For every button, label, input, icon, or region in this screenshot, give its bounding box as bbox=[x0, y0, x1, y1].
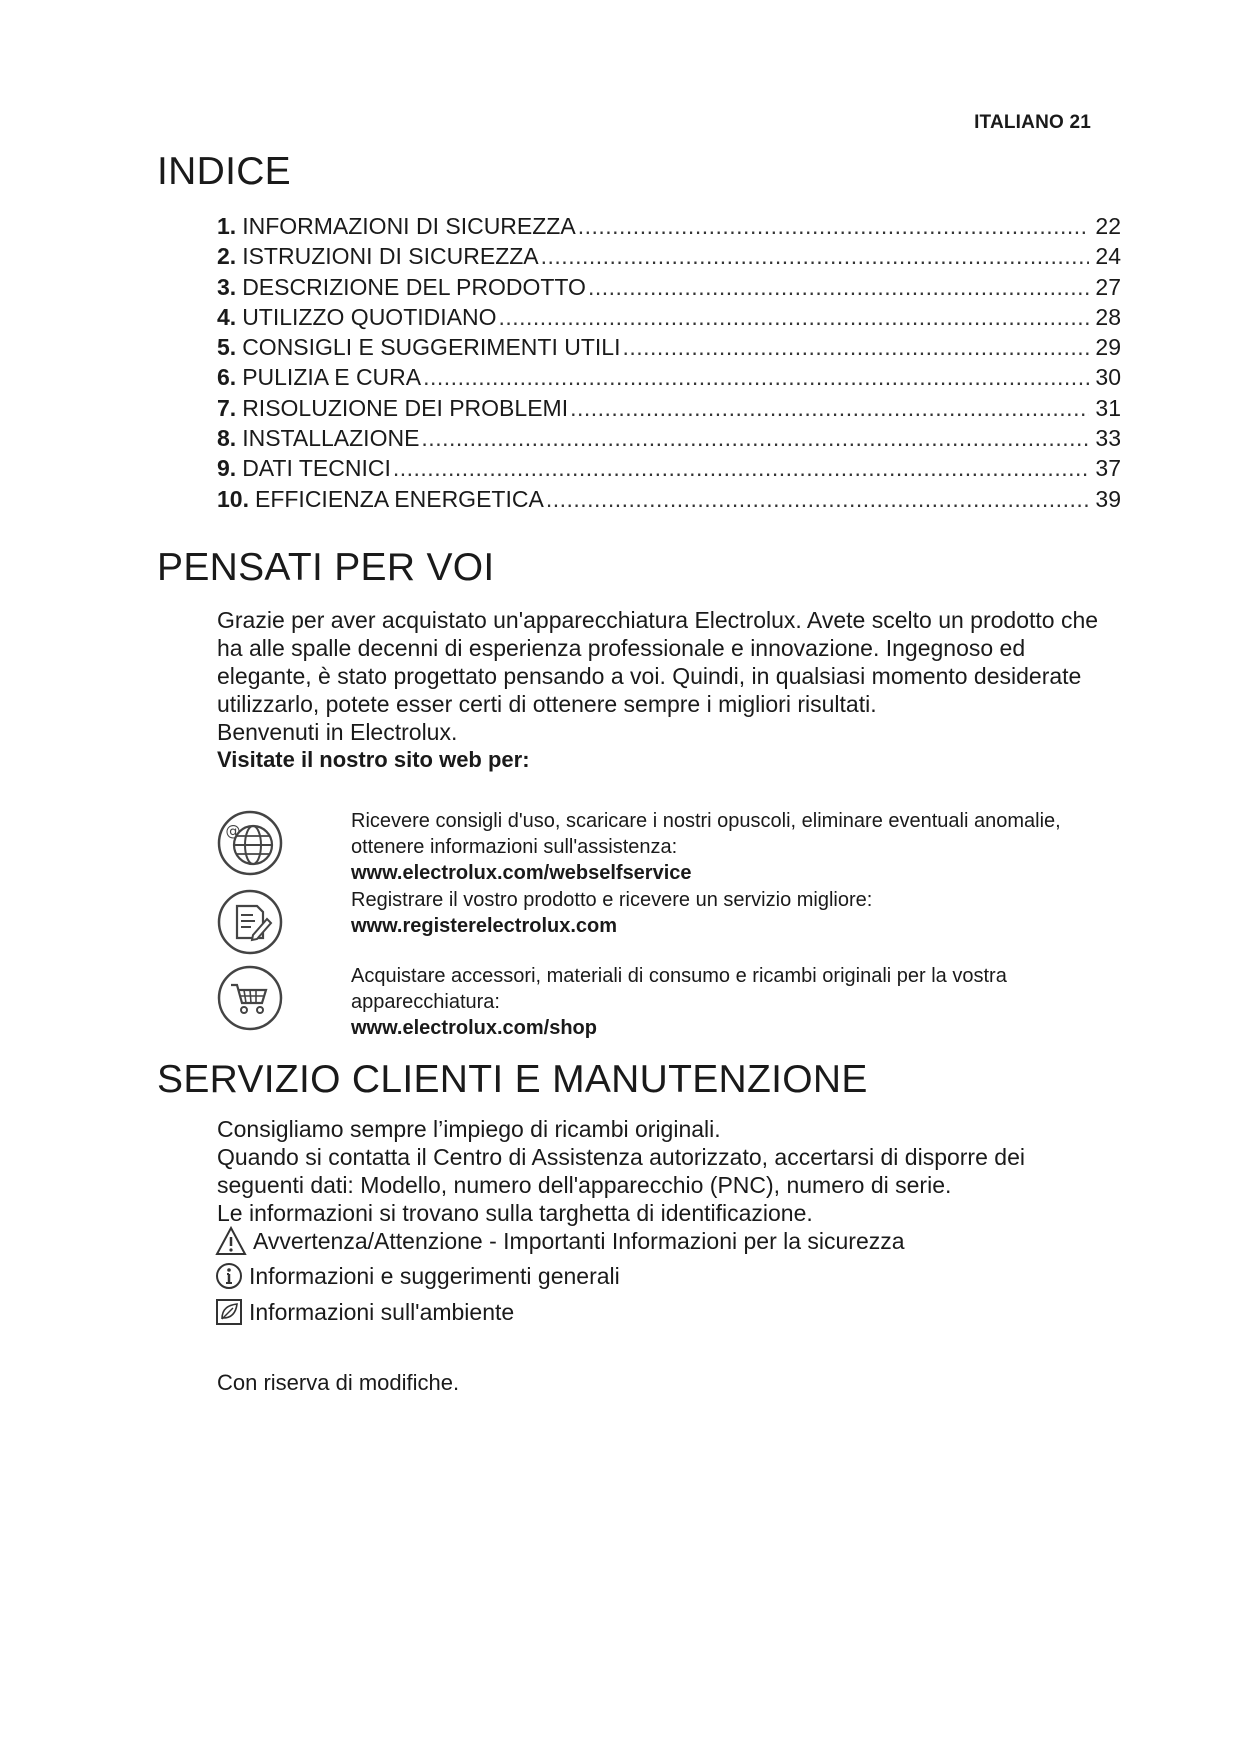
service-line: Le informazioni si trovano sulla targhetta di identificazione. bbox=[217, 1200, 813, 1226]
web-item-link[interactable]: www.electrolux.com/shop bbox=[351, 1017, 597, 1039]
table-of-contents bbox=[217, 213, 1121, 516]
toc-leader bbox=[541, 243, 1089, 270]
intro-paragraph: Grazie per aver acquistato un'apparecchiatura Electrolux. Avete scelto un prodotto che ha alle spalle decenni di esperienza professionale e innovazione. Ingegnoso ed elegante, è stato progettato pensando a voi. Quindi, in qualsiasi momento desiderate utilizzarlo, potete esser certi di ottenere sempre i migliori risultati. bbox=[217, 607, 1099, 717]
footer-note: Con riserva di modifiche. bbox=[217, 1370, 460, 1395]
toc-row[interactable]: 3. DESCRIZIONE DEL PRODOTTO ..... 27 bbox=[217, 274, 1121, 304]
web-item-link[interactable]: www.registerelectrolux.com bbox=[351, 915, 618, 937]
web-item-link[interactable]: www.electrolux.com/webselfservice bbox=[351, 862, 692, 884]
toc-leader bbox=[546, 486, 1089, 513]
toc-title: RISOLUZIONE DEI PROBLEMI bbox=[242, 394, 569, 421]
toc-page: 39 bbox=[1095, 485, 1121, 512]
legend-text: Informazioni sull'ambiente bbox=[249, 1298, 515, 1325]
toc-leader bbox=[578, 213, 1089, 240]
legend-warning bbox=[215, 1226, 1115, 1256]
web-item-text: Acquistare accessori, materiali di consumo e ricambi originali per la vostra apparecchiatura: bbox=[351, 965, 1007, 1013]
toc-title: DESCRIZIONE DEL PRODOTTO bbox=[242, 273, 586, 300]
warning-icon bbox=[215, 1226, 247, 1256]
toc-leader bbox=[498, 304, 1089, 331]
toc-page: 22 bbox=[1095, 213, 1121, 239]
web-item-text: Ricevere consigli d'uso, scaricare i nostri opuscoli, eliminare eventuali anomalie, ottenere informazioni sull'assistenza: bbox=[351, 810, 1061, 858]
toc-row[interactable]: 5. CONSIGLI E SUGGERIMENTI UTILI ..... 29 bbox=[217, 334, 1121, 364]
toc-page: 37 bbox=[1095, 455, 1121, 482]
toc-leader bbox=[588, 274, 1089, 301]
legend-info bbox=[215, 1262, 1115, 1290]
toc-title: UTILIZZO QUOTIDIANO bbox=[242, 303, 497, 330]
section-title-pensati: PENSATI PER VOI bbox=[157, 546, 495, 589]
toc-row[interactable]: 9. DATI TECNICI ..... 37 bbox=[217, 455, 1121, 485]
section-title-servizio: SERVIZIO CLIENTI E MANUTENZIONE bbox=[157, 1058, 868, 1101]
toc-leader bbox=[393, 455, 1089, 482]
toc-title: INSTALLAZIONE bbox=[242, 425, 420, 452]
toc-row[interactable]: 7. RISOLUZIONE DEI PROBLEMI ..... 31 bbox=[217, 395, 1121, 425]
intro-block bbox=[217, 606, 1117, 774]
toc-page: 33 bbox=[1095, 425, 1121, 452]
service-line: Quando si contatta il Centro di Assistenza autorizzato, accertarsi di disporre dei seguenti dati: Modello, numero dell'apparecchio (PNC), numero di serie. bbox=[217, 1144, 1025, 1198]
toc-page: 24 bbox=[1095, 243, 1121, 270]
globe-icon bbox=[217, 810, 283, 876]
toc-row[interactable]: 1. INFORMAZIONI DI SICUREZZA ..... 22 bbox=[217, 213, 1121, 243]
toc-page: 31 bbox=[1095, 394, 1121, 421]
register-icon bbox=[217, 889, 283, 955]
toc-page: 29 bbox=[1095, 334, 1121, 361]
toc-row[interactable]: 8. INSTALLAZIONE ..... 33 bbox=[217, 425, 1121, 455]
legend-text: Informazioni e suggerimenti generali bbox=[249, 1262, 620, 1289]
visit-title: Visitate il nostro sito web per: bbox=[217, 747, 530, 772]
toc-title: EFFICIENZA ENERGETICA bbox=[254, 485, 544, 512]
svg-text:@: @ bbox=[225, 822, 241, 840]
toc-row[interactable]: 2. ISTRUZIONI DI SICUREZZA ..... 24 bbox=[217, 243, 1121, 273]
toc-page: 30 bbox=[1095, 364, 1121, 391]
toc-leader bbox=[570, 395, 1089, 422]
toc-title: DATI TECNICI bbox=[242, 455, 391, 482]
toc-title: INFORMAZIONI DI SICUREZZA bbox=[242, 213, 576, 239]
toc-row[interactable]: 6. PULIZIA E CURA ..... 30 bbox=[217, 364, 1121, 394]
toc-page: 28 bbox=[1095, 303, 1121, 330]
toc-leader bbox=[421, 425, 1089, 452]
toc-title: PULIZIA E CURA bbox=[242, 364, 422, 391]
info-icon bbox=[215, 1262, 243, 1290]
page-header: ITALIANO 21 bbox=[974, 112, 1091, 133]
web-item-text: Registrare il vostro prodotto e ricevere un servizio migliore: bbox=[351, 889, 873, 911]
toc-row[interactable]: 4. UTILIZZO QUOTIDIANO ..... 28 bbox=[217, 304, 1121, 334]
toc-title: ISTRUZIONI DI SICUREZZA bbox=[242, 243, 539, 270]
toc-leader bbox=[423, 364, 1089, 391]
toc-page: 27 bbox=[1095, 273, 1121, 300]
intro-welcome: Benvenuti in Electrolux. bbox=[217, 719, 458, 745]
legend-text: Avvertenza/Attenzione - Importanti Informazioni per la sicurezza bbox=[253, 1227, 905, 1254]
toc-row[interactable]: 10. EFFICIENZA ENERGETICA ..... 39 bbox=[217, 486, 1121, 516]
service-line: Consigliamo sempre l’impiego di ricambi originali. bbox=[217, 1116, 721, 1142]
section-title-indice: INDICE bbox=[157, 150, 291, 193]
cart-icon bbox=[217, 965, 283, 1031]
toc-leader bbox=[622, 334, 1089, 361]
service-block bbox=[217, 1115, 1117, 1227]
toc-title: CONSIGLI E SUGGERIMENTI UTILI bbox=[242, 334, 621, 361]
environment-icon bbox=[215, 1298, 243, 1326]
legend-environment bbox=[215, 1298, 1115, 1326]
